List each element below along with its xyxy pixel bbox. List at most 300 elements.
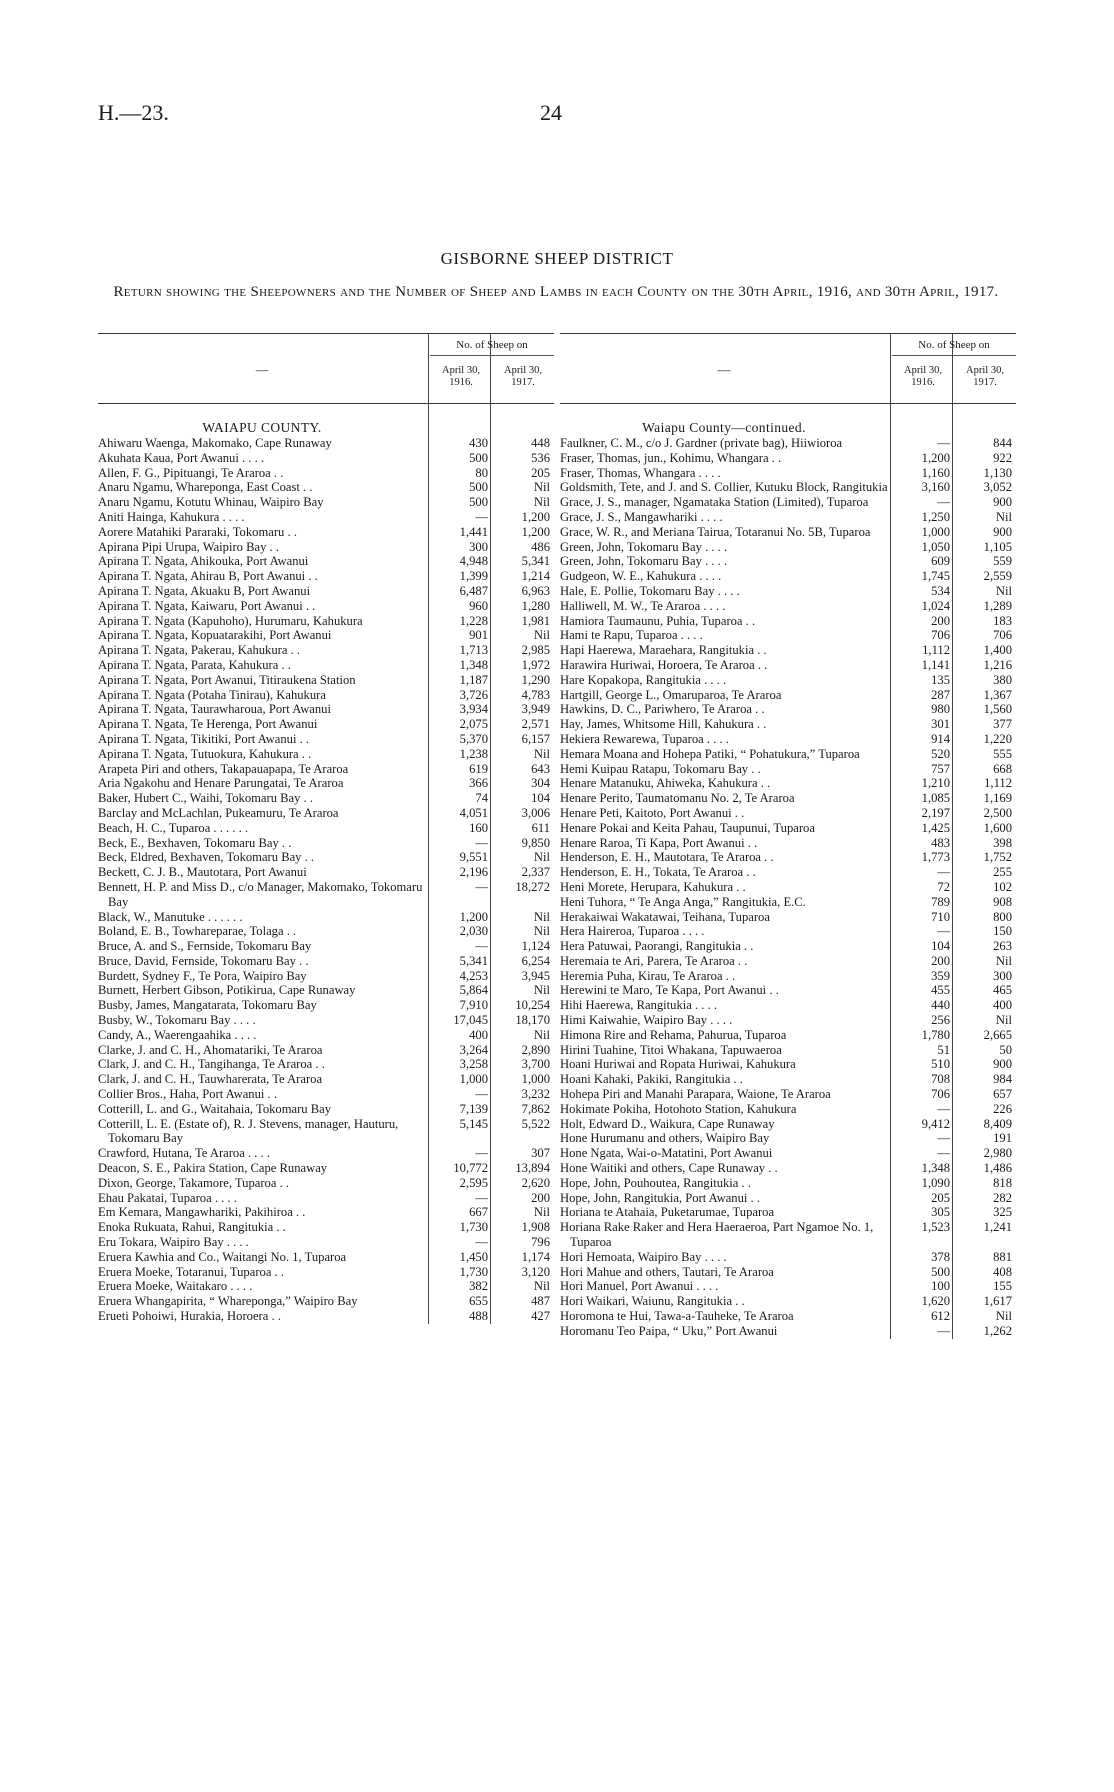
owner-name: Arapeta Piri and others, Takapauapapa, Te Araroa: [98, 761, 349, 776]
owner-name: Goldsmith, Tete, and J. and S. Collier, Kutuku Block, Rangitukia: [560, 480, 888, 495]
sheep-1917: 796: [531, 1235, 550, 1250]
owner-name: Hera Patuwai, Paorangi, Rangitukia . .: [560, 939, 754, 954]
table-row: [560, 1087, 1016, 1102]
sheep-1917: 486: [531, 539, 550, 554]
sheep-1916: 5,341: [459, 953, 488, 968]
table-row: [560, 1131, 1016, 1146]
sheep-1917: 844: [993, 436, 1012, 450]
sheep-1917: 1,174: [521, 1249, 550, 1264]
owner-name: Green, John, Tokomaru Bay . . . .: [560, 539, 728, 554]
sheep-1916: 1,085: [921, 791, 950, 806]
header-dash: —: [255, 363, 269, 377]
sheep-1917: Nil: [533, 850, 550, 865]
county-heading: WAIAPU COUNTY.: [202, 420, 322, 435]
sheep-1917: 1,112: [984, 776, 1012, 791]
owner-name: Apirana T. Ngata, Ahirau B, Port Awanui . .: [98, 569, 318, 584]
table-row: [560, 762, 1016, 777]
sheep-1916: 609: [931, 554, 950, 569]
sheep-1917: 2,985: [521, 643, 550, 658]
owner-name: Cotterill, L. E. (Estate of), R. J. Stevens, manager, Hauturu, Tokomaru Bay: [98, 1116, 399, 1146]
sheep-1916: 520: [931, 746, 950, 761]
owner-name: Hoani Kahaki, Pakiki, Rangitukia . .: [560, 1072, 743, 1087]
table-row: [98, 717, 554, 732]
sheep-1916: 708: [931, 1072, 950, 1087]
sheep-1917: 6,963: [521, 583, 550, 598]
table-row: [98, 806, 554, 821]
table-row: [560, 1265, 1016, 1280]
sheep-1917: 50: [999, 1042, 1012, 1057]
owner-name: Apirana T. Ngata, Te Herenga, Port Awanui: [98, 717, 318, 732]
owner-name: Apirana T. Ngata, Ahikouka, Port Awanui: [98, 554, 309, 569]
table-row: [560, 495, 1016, 510]
sheep-1917: 18,170: [515, 1013, 550, 1028]
sheep-1916: 500: [931, 1264, 950, 1279]
sheep-1916: 4,948: [459, 554, 488, 569]
sheep-1916: 914: [931, 731, 950, 746]
table-row: [560, 998, 1016, 1013]
sheep-1917: 300: [993, 968, 1012, 983]
sheep-1916: —: [937, 1146, 950, 1161]
owner-name: Hawkins, D. C., Pariwhero, Te Araroa . .: [560, 702, 765, 717]
owner-name: Hami te Rapu, Tuparoa . . . .: [560, 628, 703, 643]
sheep-1916: 1,112: [922, 643, 950, 658]
sheep-1916: 1,200: [459, 909, 488, 924]
owner-name: Apirana T. Ngata, Tikitiki, Port Awanui . .: [98, 731, 310, 746]
owner-name: Green, John, Tokomaru Bay . . . .: [560, 554, 728, 569]
owner-name: Apirana T. Ngata, Akuaku B, Port Awanui: [98, 583, 311, 598]
table-row: [560, 969, 1016, 984]
owner-name: Gudgeon, W. E., Kahukura . . . .: [560, 569, 722, 584]
table-row: [560, 702, 1016, 717]
sheep-1916: 1,000: [459, 1072, 488, 1087]
table-row: [98, 1309, 554, 1324]
sheep-1916: 6,487: [459, 583, 488, 598]
owner-name: Hartgill, George L., Omaruparoa, Te Araroa: [560, 687, 782, 702]
sheep-1916: 655: [469, 1294, 488, 1309]
sheep-1916: —: [937, 436, 950, 450]
sheep-1916: 51: [937, 1042, 950, 1057]
sheep-1917: Nil: [533, 924, 550, 939]
owner-name: Boland, E. B., Towhareparae, Tolaga . .: [98, 924, 297, 939]
table-row: [98, 540, 554, 555]
table-row: [560, 1176, 1016, 1191]
sheep-1917: 881: [993, 1249, 1012, 1264]
sheep-1917: 6,254: [521, 953, 550, 968]
sheep-1916: —: [475, 509, 488, 524]
owner-name: Anaru Ngamu, Kotutu Whinau, Waipiro Bay: [98, 495, 324, 510]
sheep-1917: 800: [993, 909, 1012, 924]
header-col-1916: April 30, 1916.: [442, 365, 480, 388]
owner-name: Henare Raroa, Ti Kapa, Port Awanui . .: [560, 835, 758, 850]
owner-name: Beck, E., Bexhaven, Tokomaru Bay . .: [98, 835, 292, 850]
owner-name: Horiana Rake Raker and Hera Haeraeroa, Part Ngamoe No. 1, Tuparoa: [560, 1220, 874, 1250]
sheep-1917: 1,200: [521, 524, 550, 539]
sheep-1916: 3,160: [921, 480, 950, 495]
sheep-1917: 263: [993, 939, 1012, 954]
owner-name: Allen, F. G., Pipituangi, Te Araroa . .: [98, 465, 284, 480]
sheep-1917: 1,617: [983, 1294, 1012, 1309]
owner-name: Burnett, Herbert Gibson, Potikirua, Cape Runaway: [98, 983, 356, 998]
sheep-1916: 80: [475, 465, 488, 480]
county-heading: Waiapu County—continued.: [642, 420, 806, 435]
sheep-1916: 74: [475, 791, 488, 806]
table-row: [98, 1250, 554, 1265]
sheep-1917: 1,214: [521, 569, 550, 584]
sheep-1916: 378: [931, 1249, 950, 1264]
owner-name: Heni Morete, Herupara, Kahukura . .: [560, 879, 746, 894]
owner-name: Aniti Hainga, Kahukura . . . .: [98, 509, 245, 524]
table-row: [560, 924, 1016, 939]
table-row: [98, 658, 554, 673]
sheep-1916: —: [937, 865, 950, 880]
table-row: [560, 880, 1016, 895]
table-row: [560, 865, 1016, 880]
sheep-1917: 2,559: [983, 569, 1012, 584]
sheep-1916: —: [475, 879, 488, 894]
table-row: [98, 1072, 554, 1087]
table-row: [98, 1279, 554, 1294]
table-row: [98, 762, 554, 777]
sheep-1916: 366: [469, 776, 488, 791]
sheep-1916: 200: [931, 613, 950, 628]
sheep-1916: 1,024: [921, 598, 950, 613]
sheep-1916: —: [475, 939, 488, 954]
table-row: [98, 451, 554, 466]
sheep-1917: 1,560: [983, 702, 1012, 717]
sheep-1917: 282: [993, 1190, 1012, 1205]
owner-name: Ahiwaru Waenga, Makomako, Cape Runaway: [98, 436, 332, 450]
table-row: [560, 732, 1016, 747]
sheep-1916: 1,228: [459, 613, 488, 628]
sheep-1916: —: [937, 1101, 950, 1116]
sheep-1916: 500: [469, 480, 488, 495]
owner-name: Hale, E. Pollie, Tokomaru Bay . . . .: [560, 583, 740, 598]
owner-name: Clarke, J. and C. H., Ahomatariki, Te Araroa: [98, 1042, 323, 1057]
sheep-1916: 1,713: [459, 643, 488, 658]
owner-name: Bruce, A. and S., Fernside, Tokomaru Bay: [98, 939, 312, 954]
sheep-1916: 430: [469, 436, 488, 450]
table-row: [560, 821, 1016, 836]
sheep-1917: 2,665: [983, 1027, 1012, 1042]
owner-name: Hope, John, Rangitukia, Port Awanui . .: [560, 1190, 760, 1205]
sheep-1917: 1,124: [521, 939, 550, 954]
owner-name: Himona Rire and Rehama, Pahurua, Tuparoa: [560, 1027, 787, 1042]
header-group-label: No. of Sheep on: [892, 339, 1016, 356]
sheep-1917: 908: [993, 894, 1012, 909]
table-row: [98, 880, 554, 910]
sheep-1917: 536: [531, 450, 550, 465]
sheep-1917: 1,280: [521, 598, 550, 613]
sheep-1917: Nil: [995, 583, 1012, 598]
sheep-1917: 1,241: [983, 1220, 1012, 1235]
sheep-1916: 2,030: [459, 924, 488, 939]
owner-name: Bruce, David, Fernside, Tokomaru Bay . .: [98, 953, 309, 968]
owner-name: Dixon, George, Takamore, Tuparoa . .: [98, 1175, 290, 1190]
sheep-1917: 448: [531, 436, 550, 450]
sheep-1917: 183: [993, 613, 1012, 628]
sheep-1916: 901: [469, 628, 488, 643]
sheep-1917: Nil: [533, 495, 550, 510]
owner-name: Apirana T. Ngata, Port Awanui, Titiraukena Station: [98, 672, 356, 687]
sheep-1917: Nil: [533, 746, 550, 761]
owner-name: Faulkner, C. M., c/o J. Gardner (private bag), Hiiwioroa: [560, 436, 843, 450]
sheep-1916: 1,250: [921, 509, 950, 524]
header-group-label: No. of Sheep on: [430, 339, 554, 356]
sheep-1916: 7,910: [459, 998, 488, 1013]
sheep-1916: 534: [931, 583, 950, 598]
table-row: [98, 732, 554, 747]
sheep-1917: 3,949: [521, 702, 550, 717]
sheep-1916: 5,864: [459, 983, 488, 998]
sheep-1916: 960: [469, 598, 488, 613]
owner-name: Henare Peti, Kaitoto, Port Awanui . .: [560, 805, 745, 820]
owner-name: Holt, Edward D., Waikura, Cape Runaway: [560, 1116, 775, 1131]
sheep-1916: —: [937, 924, 950, 939]
table-row: [560, 1057, 1016, 1072]
owner-name: Clark, J. and C. H., Tauwharerata, Te Araroa: [98, 1072, 323, 1087]
sheep-1917: Nil: [533, 1027, 550, 1042]
owner-name: Hay, James, Whitsome Hill, Kahukura . .: [560, 717, 767, 732]
sheep-1916: 1,187: [459, 672, 488, 687]
sheep-1917: 1,000: [521, 1072, 550, 1087]
sheep-1917: 555: [993, 746, 1012, 761]
sheep-1916: 301: [931, 717, 950, 732]
owner-name: Hori Mahue and others, Tautari, Te Araroa: [560, 1264, 774, 1279]
owner-name: Beck, Eldred, Bexhaven, Tokomaru Bay . .: [98, 850, 315, 865]
sheep-1917: 304: [531, 776, 550, 791]
table-row: [560, 584, 1016, 599]
owner-name: Apirana T. Ngata, Pakerau, Kahukura . .: [98, 643, 301, 658]
table-row: [98, 599, 554, 614]
header-dash: —: [717, 363, 731, 377]
sheep-1917: 1,400: [983, 643, 1012, 658]
sheep-1917: Nil: [533, 480, 550, 495]
sheep-1917: 1,486: [983, 1161, 1012, 1176]
table-row: [560, 910, 1016, 925]
table-row: [560, 895, 1016, 910]
table-row: [98, 554, 554, 569]
table-row: [560, 510, 1016, 525]
owner-name: Hokimate Pokiha, Hotohoto Station, Kahukura: [560, 1101, 797, 1116]
table-row: [98, 466, 554, 481]
sheep-1917: 10,254: [515, 998, 550, 1013]
owner-name: Himi Kaiwahie, Waipiro Bay . . . .: [560, 1013, 733, 1028]
sheep-1916: 5,145: [459, 1116, 488, 1131]
table-header: [98, 333, 554, 404]
sheep-1916: 710: [931, 909, 950, 924]
row-list: [98, 436, 554, 1324]
table-row: [560, 688, 1016, 703]
sheep-1917: 3,052: [983, 480, 1012, 495]
sheep-1916: 1,523: [921, 1220, 950, 1235]
sheep-1916: 1,090: [921, 1175, 950, 1190]
owner-name: Busby, James, Mangatarata, Tokomaru Bay: [98, 998, 317, 1013]
table-row: [98, 673, 554, 688]
sheep-1916: 1,000: [921, 524, 950, 539]
sheep-1916: —: [937, 1131, 950, 1146]
owner-name: Enoka Rukuata, Rahui, Rangitukia . .: [98, 1220, 286, 1235]
sheep-1916: 2,595: [459, 1175, 488, 1190]
table-row: [98, 969, 554, 984]
header-col-1916: April 30, 1916.: [904, 365, 942, 388]
owner-name: Hare Kopakopa, Rangitukia . . . .: [560, 672, 727, 687]
sheep-1917: Nil: [533, 1205, 550, 1220]
sheep-1916: 706: [931, 628, 950, 643]
owner-name: Busby, W., Tokomaru Bay . . . .: [98, 1013, 256, 1028]
owner-name: Aorere Matahiki Pararaki, Tokomaru . .: [98, 524, 297, 539]
sheep-1917: 487: [531, 1294, 550, 1309]
table-row: [98, 1176, 554, 1191]
sheep-1916: 483: [931, 835, 950, 850]
sheep-1916: 500: [469, 450, 488, 465]
table-row: [98, 1043, 554, 1058]
owner-name: Grace, W. R., and Meriana Tairua, Totaranui No. 5B, Tuparoa: [560, 524, 871, 539]
table-row: [560, 806, 1016, 821]
sheep-1917: 380: [993, 672, 1012, 687]
sheep-1917: 668: [993, 761, 1012, 776]
owner-name: Cotterill, L. and G., Waitahaia, Tokomaru Bay: [98, 1101, 332, 1116]
owner-name: Fraser, Thomas, Whangara . . . .: [560, 465, 721, 480]
sheep-1917: 400: [993, 998, 1012, 1013]
header-col-1917: April 30, 1917.: [966, 365, 1004, 388]
sheep-1917: 325: [993, 1205, 1012, 1220]
sheep-1917: 2,620: [521, 1175, 550, 1190]
sheep-1916: 1,745: [921, 569, 950, 584]
sheep-1916: 205: [931, 1190, 950, 1205]
table-row: [98, 569, 554, 584]
owner-name: Horomona te Hui, Tawa-a-Tauheke, Te Araroa: [560, 1309, 794, 1324]
owner-name: Henderson, E. H., Tokata, Te Araroa . .: [560, 865, 756, 880]
sheep-1917: 191: [993, 1131, 1012, 1146]
sheep-1917: 1,200: [521, 509, 550, 524]
table-row: [98, 939, 554, 954]
sheep-1917: 3,700: [521, 1057, 550, 1072]
owner-name: Baker, Hubert C., Waihi, Tokomaru Bay . .: [98, 791, 314, 806]
document-title: GISBORNE SHEEP DISTRICT: [440, 249, 674, 268]
sheep-1917: 2,500: [983, 805, 1012, 820]
owner-name: Apirana Pipi Urupa, Waipiro Bay . .: [98, 539, 279, 554]
table-row: [560, 1220, 1016, 1250]
sheep-1916: 1,620: [921, 1294, 950, 1309]
sheep-1917: 3,945: [521, 968, 550, 983]
table-row: [98, 495, 554, 510]
sheep-1916: —: [475, 835, 488, 850]
sheep-1917: 408: [993, 1264, 1012, 1279]
sheep-1916: 7,139: [459, 1101, 488, 1116]
table-row: [98, 480, 554, 495]
sheep-1916: 359: [931, 968, 950, 983]
owner-name: Hoani Huriwai and Ropata Huriwai, Kahukura: [560, 1057, 796, 1072]
table-row: [560, 554, 1016, 569]
table-row: [98, 910, 554, 925]
sheep-1916: 300: [469, 539, 488, 554]
table-row: [560, 1117, 1016, 1132]
sheep-1916: 10,772: [453, 1161, 488, 1176]
table-row: [560, 599, 1016, 614]
right-table: [560, 333, 1016, 1339]
sheep-1916: 1,399: [459, 569, 488, 584]
table-row: [560, 614, 1016, 629]
sheep-1917: Nil: [995, 953, 1012, 968]
owner-name: Hapi Haerewa, Maraehara, Rangitukia . .: [560, 643, 767, 658]
page-reference: H.—23.: [98, 100, 169, 125]
sheep-1917: 2,980: [983, 1146, 1012, 1161]
owner-name: Hemi Kuipau Ratapu, Tokomaru Bay . .: [560, 761, 761, 776]
sheep-1916: 619: [469, 761, 488, 776]
row-list: [560, 436, 1016, 1339]
owner-name: Halliwell, M. W., Te Araroa . . . .: [560, 598, 726, 613]
sheep-1916: 1,348: [459, 657, 488, 672]
table-row: [560, 436, 1016, 451]
owner-name: Hekiera Rewarewa, Tuparoa . . . .: [560, 731, 729, 746]
table-row: [98, 688, 554, 703]
sheep-1916: 1,425: [921, 820, 950, 835]
sheep-1916: 1,210: [921, 776, 950, 791]
owner-name: Black, W., Manutuke . . . . . .: [98, 909, 243, 924]
sheep-1917: 1,130: [983, 465, 1012, 480]
sheep-1916: 612: [931, 1309, 950, 1324]
table-row: [560, 540, 1016, 555]
sheep-1916: 1,200: [921, 450, 950, 465]
sheep-1916: 1,050: [921, 539, 950, 554]
table-row: [98, 924, 554, 939]
sheep-1916: 488: [469, 1309, 488, 1324]
table-body: [98, 404, 554, 1324]
sheep-1917: 205: [531, 465, 550, 480]
header-col-1917: April 30, 1917.: [504, 365, 542, 388]
sheep-1916: 104: [931, 939, 950, 954]
sheep-1917: Nil: [995, 1309, 1012, 1324]
owner-name: Apirana T. Ngata, Taurawharoua, Port Awanui: [98, 702, 331, 717]
owner-name: Eruera Moeke, Totaranui, Tuparoa . .: [98, 1264, 284, 1279]
owner-name: Hone Ngata, Wai-o-Matatini, Port Awanui: [560, 1146, 773, 1161]
table-row: [560, 1205, 1016, 1220]
owner-name: Eruera Kawhia and Co., Waitangi No. 1, Tuparoa: [98, 1249, 347, 1264]
owner-name: Heremia Puha, Kirau, Te Araroa . .: [560, 968, 736, 983]
table-row: [98, 1087, 554, 1102]
sheep-1917: Nil: [533, 909, 550, 924]
table-row: [98, 791, 554, 806]
owner-name: Henare Matanuku, Ahiweka, Kahukura . .: [560, 776, 771, 791]
sheep-1917: 5,341: [521, 554, 550, 569]
owner-name: Hori Manuel, Port Awanui . . . .: [560, 1279, 719, 1294]
sheep-1916: 400: [469, 1027, 488, 1042]
table-row: [98, 1013, 554, 1028]
owner-name: Harawira Huriwai, Horoera, Te Araroa . .: [560, 657, 768, 672]
sheep-1917: 398: [993, 835, 1012, 850]
owner-name: Collier Bros., Haha, Port Awanui . .: [98, 1087, 277, 1102]
sheep-1917: 1,972: [521, 657, 550, 672]
table-row: [560, 658, 1016, 673]
sheep-1916: 1,730: [459, 1220, 488, 1235]
table-row: [560, 717, 1016, 732]
owner-name: Henderson, E. H., Mautotara, Te Araroa . .: [560, 850, 774, 865]
owner-name: Eruera Moeke, Waitakaro . . . .: [98, 1279, 253, 1294]
table-row: [98, 1220, 554, 1235]
table-row: [560, 628, 1016, 643]
sheep-1917: 2,571: [521, 717, 550, 732]
sheep-1917: 200: [531, 1190, 550, 1205]
table-row: [560, 1028, 1016, 1043]
table-row: [98, 1161, 554, 1176]
left-table: [98, 333, 554, 1324]
sheep-1917: 611: [531, 820, 550, 835]
sheep-1917: 104: [531, 791, 550, 806]
table-row: [98, 998, 554, 1013]
table-row: [560, 451, 1016, 466]
owner-name: Apirana T. Ngata (Potaha Tinirau), Kahukura: [98, 687, 326, 702]
owner-name: Hone Hurumanu and others, Waipiro Bay: [560, 1131, 770, 1146]
